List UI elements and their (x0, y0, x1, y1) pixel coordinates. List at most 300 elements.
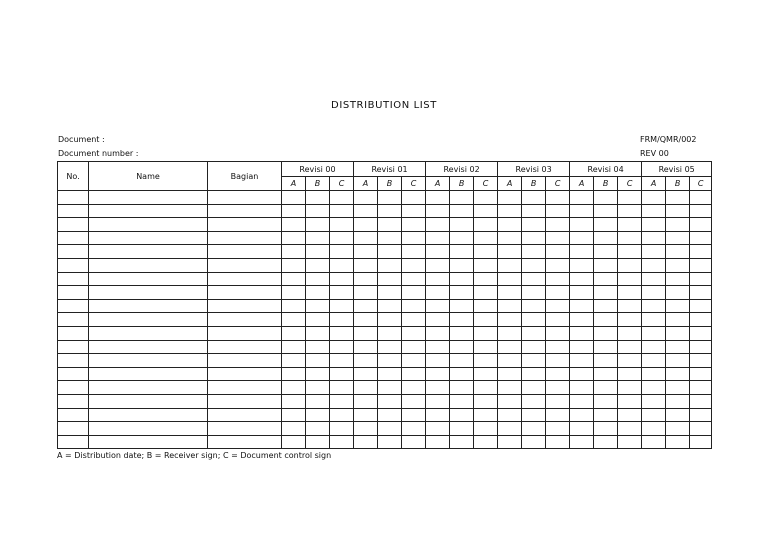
cell-b (522, 191, 546, 205)
cell-b (522, 272, 546, 286)
cell-a (426, 394, 450, 408)
cell-c (474, 272, 498, 286)
cell-a (354, 272, 378, 286)
table-row (58, 340, 712, 354)
cell-a (642, 272, 666, 286)
cell-b (378, 326, 402, 340)
cell-a (642, 367, 666, 381)
cell-c (474, 218, 498, 232)
cell-a (642, 435, 666, 449)
cell-b (666, 381, 690, 395)
cell-b (450, 231, 474, 245)
cell-b (378, 299, 402, 313)
cell-a (282, 340, 306, 354)
cell-a (498, 313, 522, 327)
cell-name (89, 394, 208, 408)
cell-c (402, 204, 426, 218)
cell-c (330, 218, 354, 232)
table-row (58, 381, 712, 395)
cell-a (642, 422, 666, 436)
cell-c (474, 381, 498, 395)
cell-a (426, 354, 450, 368)
cell-c (546, 313, 570, 327)
cell-c (474, 204, 498, 218)
cell-c (618, 191, 642, 205)
cell-b (450, 408, 474, 422)
cell-c (330, 204, 354, 218)
cell-c (330, 286, 354, 300)
cell-a (282, 394, 306, 408)
cell-b (594, 204, 618, 218)
cell-a (354, 313, 378, 327)
cell-c (546, 422, 570, 436)
cell-a (642, 231, 666, 245)
cell-name (89, 191, 208, 205)
cell-a (498, 245, 522, 259)
cell-b (378, 245, 402, 259)
cell-a (498, 381, 522, 395)
cell-b (666, 394, 690, 408)
cell-c (690, 204, 712, 218)
cell-c (546, 204, 570, 218)
cell-a (282, 231, 306, 245)
cell-a (282, 258, 306, 272)
cell-a (642, 313, 666, 327)
cell-c (330, 422, 354, 436)
cell-b (522, 245, 546, 259)
cell-a (426, 191, 450, 205)
subheader-b-rev3: B (522, 177, 546, 191)
cell-no (58, 272, 89, 286)
cell-a (354, 326, 378, 340)
cell-a (570, 394, 594, 408)
cell-no (58, 231, 89, 245)
cell-b (522, 299, 546, 313)
cell-bagian (208, 381, 282, 395)
cell-c (330, 245, 354, 259)
cell-c (690, 272, 712, 286)
cell-b (594, 286, 618, 300)
cell-a (354, 394, 378, 408)
cell-b (522, 354, 546, 368)
cell-no (58, 245, 89, 259)
cell-b (306, 354, 330, 368)
cell-a (426, 340, 450, 354)
cell-b (378, 381, 402, 395)
cell-b (666, 258, 690, 272)
cell-a (570, 313, 594, 327)
cell-c (330, 354, 354, 368)
cell-b (306, 408, 330, 422)
header-revisi-00: Revisi 00 (282, 162, 354, 177)
cell-a (642, 381, 666, 395)
cell-c (402, 313, 426, 327)
cell-no (58, 313, 89, 327)
cell-bagian (208, 231, 282, 245)
cell-c (618, 394, 642, 408)
cell-a (570, 354, 594, 368)
cell-name (89, 326, 208, 340)
cell-a (498, 299, 522, 313)
cell-name (89, 381, 208, 395)
cell-a (426, 245, 450, 259)
cell-b (522, 204, 546, 218)
cell-a (354, 245, 378, 259)
cell-c (402, 381, 426, 395)
cell-a (498, 231, 522, 245)
cell-name (89, 286, 208, 300)
cell-name (89, 245, 208, 259)
cell-c (330, 394, 354, 408)
cell-b (666, 272, 690, 286)
cell-bagian (208, 435, 282, 449)
cell-c (546, 354, 570, 368)
cell-b (450, 272, 474, 286)
cell-a (426, 435, 450, 449)
cell-c (474, 367, 498, 381)
footnote: A = Distribution date; B = Receiver sign; C = Document control sign (57, 451, 332, 460)
cell-b (666, 435, 690, 449)
page-title: DISTRIBUTION LIST (331, 100, 437, 111)
table-row (58, 299, 712, 313)
cell-c (402, 367, 426, 381)
cell-a (426, 258, 450, 272)
cell-b (378, 231, 402, 245)
cell-b (666, 218, 690, 232)
cell-c (690, 408, 712, 422)
cell-a (570, 422, 594, 436)
cell-b (594, 218, 618, 232)
cell-b (666, 326, 690, 340)
cell-b (306, 435, 330, 449)
cell-c (690, 231, 712, 245)
cell-c (402, 354, 426, 368)
cell-c (690, 299, 712, 313)
cell-c (330, 367, 354, 381)
cell-b (378, 408, 402, 422)
cell-name (89, 354, 208, 368)
cell-c (402, 394, 426, 408)
cell-a (354, 367, 378, 381)
subheader-a-rev0: A (282, 177, 306, 191)
cell-b (666, 286, 690, 300)
cell-c (618, 354, 642, 368)
cell-a (642, 258, 666, 272)
cell-b (522, 381, 546, 395)
cell-b (450, 286, 474, 300)
cell-b (378, 367, 402, 381)
cell-c (546, 191, 570, 205)
cell-c (618, 299, 642, 313)
cell-b (450, 340, 474, 354)
subheader-c-rev1: C (402, 177, 426, 191)
cell-b (306, 272, 330, 286)
table-row (58, 231, 712, 245)
cell-b (450, 422, 474, 436)
cell-b (594, 313, 618, 327)
subheader-a-rev5: A (642, 177, 666, 191)
cell-a (354, 258, 378, 272)
cell-a (570, 408, 594, 422)
document-number-label: Document number : (58, 149, 139, 158)
header-bagian: Bagian (208, 162, 282, 191)
cell-c (690, 381, 712, 395)
subheader-b-rev2: B (450, 177, 474, 191)
cell-a (498, 354, 522, 368)
cell-b (306, 245, 330, 259)
cell-b (522, 286, 546, 300)
cell-b (378, 272, 402, 286)
cell-c (402, 272, 426, 286)
cell-b (594, 326, 618, 340)
cell-a (570, 381, 594, 395)
cell-c (330, 258, 354, 272)
cell-b (594, 299, 618, 313)
cell-b (450, 354, 474, 368)
cell-c (546, 258, 570, 272)
cell-c (474, 245, 498, 259)
cell-b (306, 286, 330, 300)
cell-c (618, 326, 642, 340)
cell-a (354, 231, 378, 245)
cell-no (58, 326, 89, 340)
header-revisi-02: Revisi 02 (426, 162, 498, 177)
cell-c (690, 191, 712, 205)
cell-b (450, 204, 474, 218)
cell-c (618, 272, 642, 286)
cell-c (690, 394, 712, 408)
cell-b (378, 354, 402, 368)
cell-a (570, 367, 594, 381)
cell-b (450, 258, 474, 272)
cell-b (522, 422, 546, 436)
cell-b (306, 422, 330, 436)
cell-c (618, 313, 642, 327)
cell-bagian (208, 218, 282, 232)
cell-b (450, 326, 474, 340)
cell-c (474, 340, 498, 354)
cell-c (618, 245, 642, 259)
cell-c (330, 313, 354, 327)
cell-a (498, 258, 522, 272)
subheader-c-rev0: C (330, 177, 354, 191)
cell-a (282, 245, 306, 259)
cell-c (690, 435, 712, 449)
cell-name (89, 299, 208, 313)
cell-a (282, 218, 306, 232)
cell-c (618, 381, 642, 395)
cell-b (594, 258, 618, 272)
table-row (58, 204, 712, 218)
cell-name (89, 422, 208, 436)
cell-b (450, 435, 474, 449)
cell-a (570, 299, 594, 313)
cell-b (594, 435, 618, 449)
subheader-c-rev3: C (546, 177, 570, 191)
cell-a (570, 245, 594, 259)
table-row (58, 258, 712, 272)
header-revisi-01: Revisi 01 (354, 162, 426, 177)
cell-b (306, 367, 330, 381)
cell-c (330, 299, 354, 313)
cell-a (498, 367, 522, 381)
cell-a (354, 299, 378, 313)
cell-b (306, 218, 330, 232)
cell-a (282, 422, 306, 436)
cell-b (594, 354, 618, 368)
subheader-b-rev5: B (666, 177, 690, 191)
cell-b (666, 422, 690, 436)
cell-a (642, 245, 666, 259)
cell-a (282, 286, 306, 300)
cell-a (282, 204, 306, 218)
cell-b (450, 313, 474, 327)
cell-c (546, 299, 570, 313)
cell-b (522, 435, 546, 449)
table-row (58, 245, 712, 259)
cell-b (666, 204, 690, 218)
cell-a (426, 422, 450, 436)
subheader-c-rev4: C (618, 177, 642, 191)
cell-c (402, 258, 426, 272)
cell-b (306, 340, 330, 354)
cell-a (282, 191, 306, 205)
cell-c (330, 435, 354, 449)
cell-c (474, 435, 498, 449)
cell-c (402, 245, 426, 259)
cell-b (306, 191, 330, 205)
cell-b (450, 394, 474, 408)
cell-a (426, 408, 450, 422)
cell-c (690, 354, 712, 368)
cell-c (546, 231, 570, 245)
cell-b (378, 394, 402, 408)
cell-c (402, 231, 426, 245)
cell-bagian (208, 258, 282, 272)
cell-a (354, 191, 378, 205)
cell-b (306, 204, 330, 218)
cell-no (58, 381, 89, 395)
cell-a (498, 326, 522, 340)
cell-b (594, 272, 618, 286)
cell-a (642, 299, 666, 313)
cell-name (89, 340, 208, 354)
cell-bagian (208, 191, 282, 205)
cell-no (58, 258, 89, 272)
cell-b (378, 286, 402, 300)
cell-no (58, 354, 89, 368)
cell-a (570, 218, 594, 232)
cell-bagian (208, 408, 282, 422)
cell-c (402, 299, 426, 313)
cell-b (522, 340, 546, 354)
cell-c (618, 231, 642, 245)
table-row (58, 286, 712, 300)
cell-c (402, 340, 426, 354)
header-revisi-05: Revisi 05 (642, 162, 712, 177)
table-row (58, 326, 712, 340)
cell-a (642, 408, 666, 422)
cell-bagian (208, 354, 282, 368)
cell-no (58, 299, 89, 313)
cell-b (522, 367, 546, 381)
cell-c (330, 231, 354, 245)
cell-a (642, 286, 666, 300)
cell-no (58, 435, 89, 449)
cell-c (546, 381, 570, 395)
subheader-b-rev4: B (594, 177, 618, 191)
cell-name (89, 408, 208, 422)
cell-a (354, 218, 378, 232)
cell-b (450, 367, 474, 381)
cell-a (498, 286, 522, 300)
cell-c (402, 408, 426, 422)
cell-c (546, 326, 570, 340)
cell-b (378, 422, 402, 436)
cell-c (546, 340, 570, 354)
table-row (58, 218, 712, 232)
cell-c (690, 422, 712, 436)
cell-c (474, 313, 498, 327)
table-row (58, 191, 712, 205)
cell-b (666, 231, 690, 245)
cell-a (426, 326, 450, 340)
cell-c (690, 313, 712, 327)
cell-c (618, 204, 642, 218)
cell-c (618, 367, 642, 381)
cell-a (642, 394, 666, 408)
cell-c (330, 340, 354, 354)
cell-b (378, 313, 402, 327)
cell-a (498, 191, 522, 205)
cell-b (522, 258, 546, 272)
cell-c (546, 367, 570, 381)
cell-c (330, 408, 354, 422)
revision-code: REV 00 (640, 149, 669, 158)
cell-no (58, 367, 89, 381)
header-no: No. (58, 162, 89, 191)
subheader-c-rev2: C (474, 177, 498, 191)
cell-bagian (208, 326, 282, 340)
cell-a (354, 435, 378, 449)
cell-b (666, 408, 690, 422)
cell-a (570, 272, 594, 286)
cell-b (378, 258, 402, 272)
cell-b (666, 354, 690, 368)
cell-a (282, 435, 306, 449)
cell-a (426, 381, 450, 395)
cell-b (306, 258, 330, 272)
cell-c (474, 394, 498, 408)
cell-a (282, 408, 306, 422)
cell-c (690, 245, 712, 259)
document-meta-left (58, 133, 138, 161)
cell-bagian (208, 286, 282, 300)
cell-c (402, 435, 426, 449)
table-row (58, 422, 712, 436)
cell-name (89, 367, 208, 381)
cell-c (474, 286, 498, 300)
cell-c (546, 218, 570, 232)
cell-c (546, 286, 570, 300)
cell-no (58, 408, 89, 422)
cell-bagian (208, 394, 282, 408)
cell-b (378, 435, 402, 449)
cell-b (306, 394, 330, 408)
table-row (58, 272, 712, 286)
cell-b (306, 231, 330, 245)
cell-b (378, 218, 402, 232)
